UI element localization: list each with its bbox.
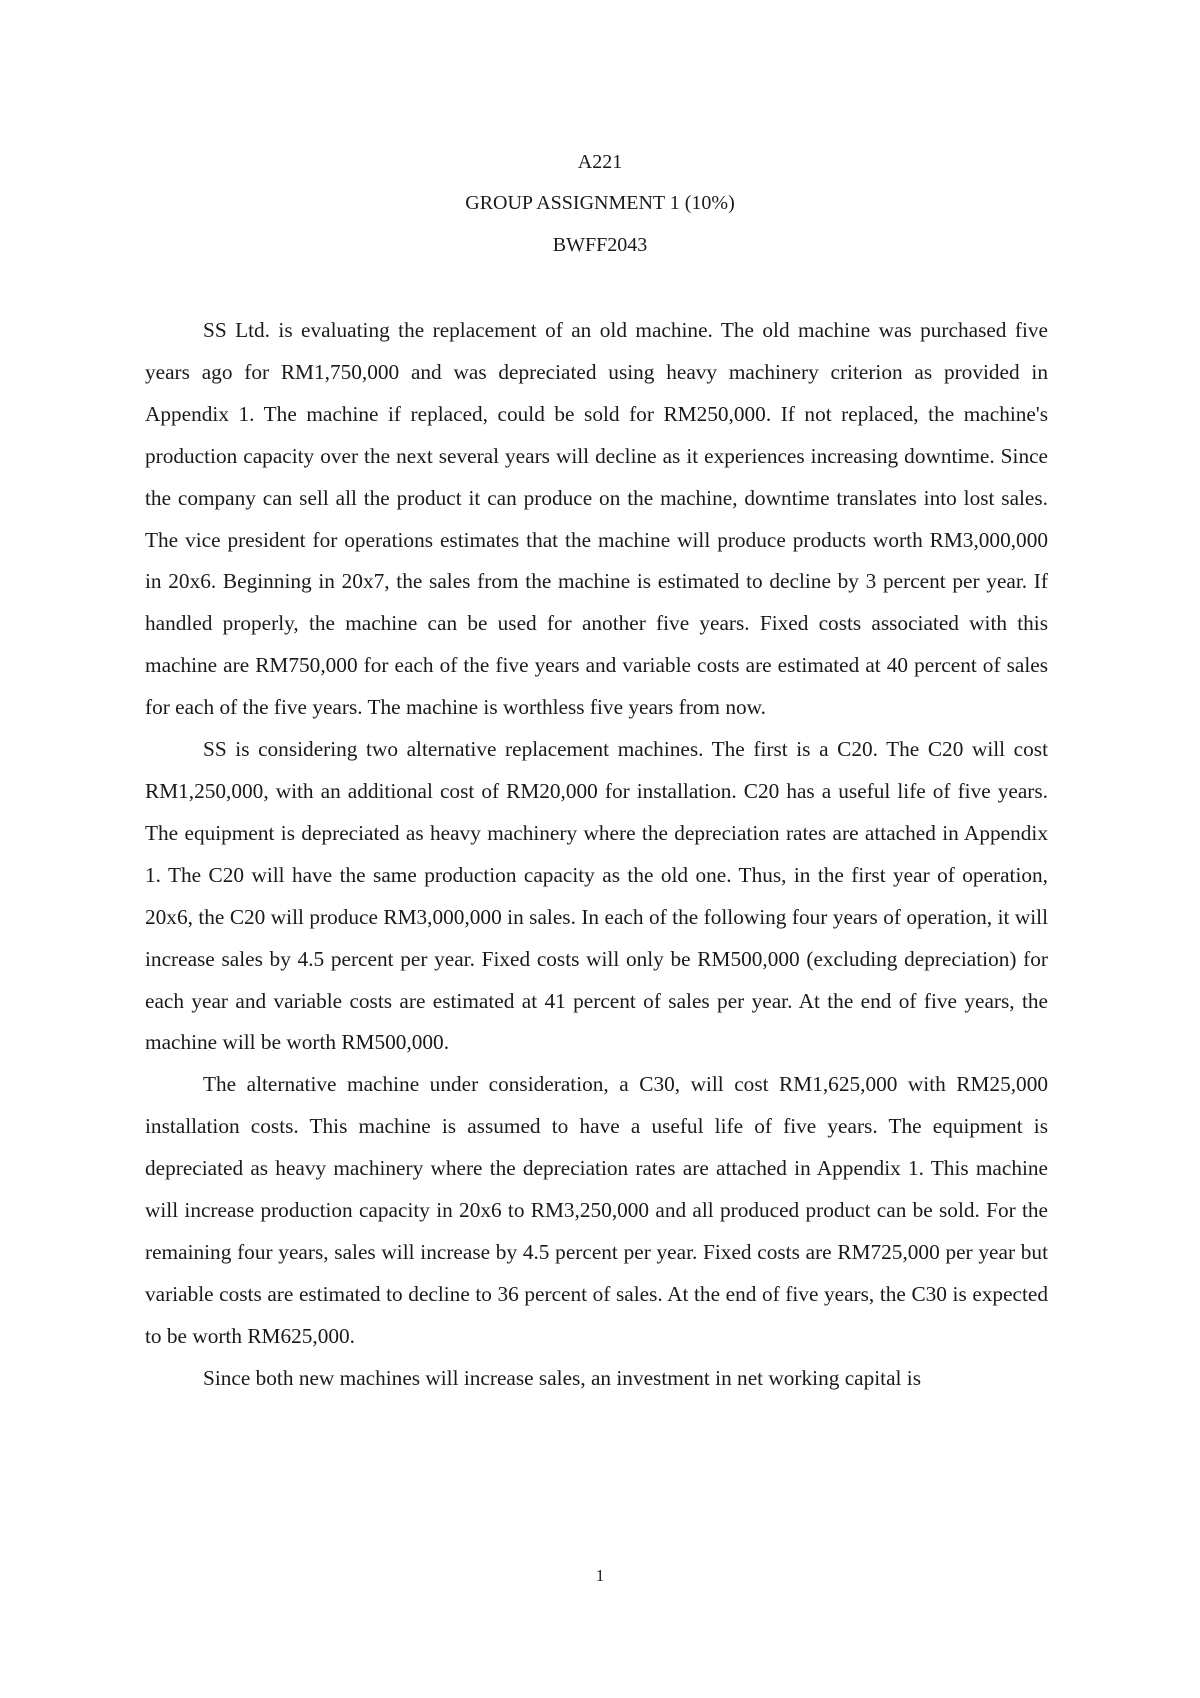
page-number: 1 bbox=[595, 1566, 605, 1585]
paragraph-old-machine: SS Ltd. is evaluating the replacement of an old machine. The old machine was purchased five years ago for RM1,750,000 and was depreciated using heavy machinery criterion as provided in Appendix 1. The machine if replaced, could be sold for RM250,000. If not replaced, the machine's production capacity over the next several years will decline as it experiences increasing downtime. Since the company can sell all the product it can produce on the machine, downtime translates into lost sales. The vice president for operations estimates that the machine will produce products worth RM3,000,000 in 20x6. Beginning in 20x7, the sales from the machine is estimated to decline by 3 percent per year. If handled properly, the machine can be used for another five years. Fixed costs associated with this machine are RM750,000 for each of the five years and variable costs are estimated at 40 percent of sales for each of the five years. The machine is worthless five years from now. bbox=[145, 318, 1048, 720]
document-code: A221 bbox=[577, 151, 623, 173]
course-code: BWFF2043 bbox=[552, 234, 648, 256]
paragraph-working-capital: Since both new machines will increase sales, an investment in net working capital is bbox=[203, 1365, 921, 1390]
document-body bbox=[145, 310, 1048, 1400]
document-title: GROUP ASSIGNMENT 1 (10%) bbox=[465, 192, 735, 214]
paragraph-c20-machine: SS is considering two alternative replacement machines. The first is a C20. The C20 will cost RM1,250,000, with an additional cost of RM20,000 for installation. C20 has a useful life of five years. The equipment is depreciated as heavy machinery where the depreciation rates are attached in Appendix 1. The C20 will have the same production capacity as the old one. Thus, in the first year of operation, 20x6, the C20 will produce RM3,000,000 in sales. In each of the following four years of operation, it will increase sales by 4.5 percent per year. Fixed costs will only be RM500,000 (excluding depreciation) for each year and variable costs are estimated at 41 percent of sales per year. At the end of five years, the machine will be worth RM500,000. bbox=[145, 737, 1048, 1055]
paragraph-c30-machine: The alternative machine under consideration, a C30, will cost RM1,625,000 with RM25,000 installation costs. This machine is assumed to have a useful life of five years. The equipment is depreciated as heavy machinery where the depreciation rates are attached in Appendix 1. This machine will increase production capacity in 20x6 to RM3,250,000 and all produced product can be sold. For the remaining four years, sales will increase by 4.5 percent per year. Fixed costs are RM725,000 per year but variable costs are estimated to decline to 36 percent of sales. At the end of five years, the C30 is expected to be worth RM625,000. bbox=[145, 1072, 1048, 1348]
